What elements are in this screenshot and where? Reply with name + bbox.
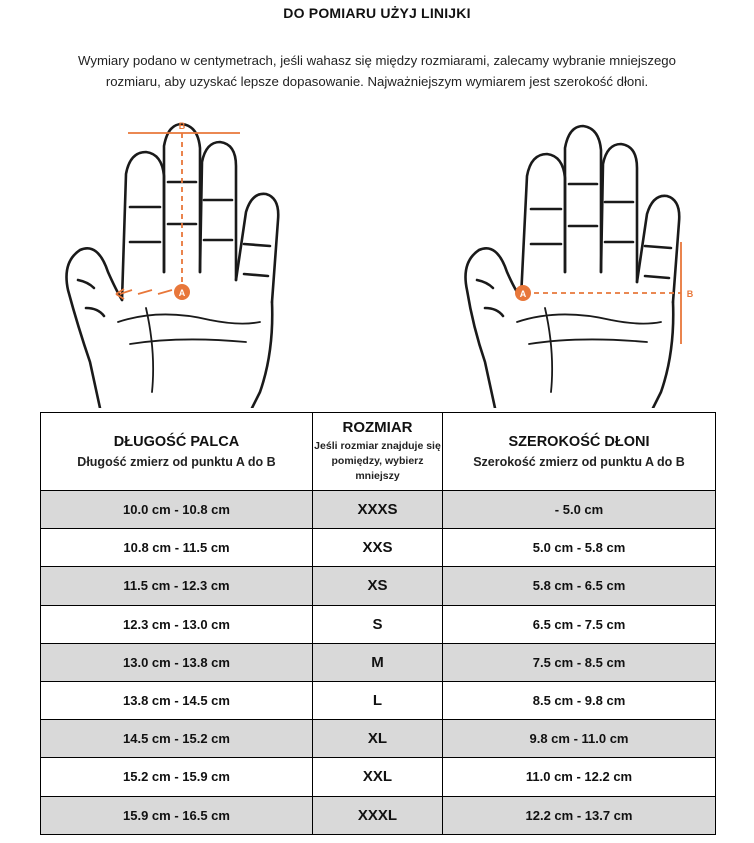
intro-text xyxy=(30,50,724,92)
finger-length-subtitle: Długość zmierz od punktu A do B xyxy=(77,455,276,469)
table-row xyxy=(41,720,716,758)
size-cell: XS xyxy=(313,567,443,605)
table-row xyxy=(41,681,716,719)
size-title: ROZMIAR xyxy=(342,419,413,436)
hand-outline-left-icon xyxy=(60,112,300,408)
finger-length-header xyxy=(41,413,313,491)
finger-length-cell: 13.8 cm - 14.5 cm xyxy=(41,681,313,719)
size-header xyxy=(313,413,443,491)
finger-length-cell: 11.5 cm - 12.3 cm xyxy=(41,567,313,605)
palm-width-cell: 8.5 cm - 9.8 cm xyxy=(443,681,716,719)
size-cell: XXXS xyxy=(313,491,443,529)
table-row xyxy=(41,796,716,834)
point-b-label: B xyxy=(686,289,694,299)
palm-width-cell: 7.5 cm - 8.5 cm xyxy=(443,643,716,681)
size-subtitle: Jeśli rozmiar znajduje się pomiędzy, wybierz mniejszy xyxy=(314,440,441,482)
point-b-label: B xyxy=(178,121,186,131)
size-cell: XXXL xyxy=(313,796,443,834)
palm-width-cell: 6.5 cm - 7.5 cm xyxy=(443,605,716,643)
size-cell: XL xyxy=(313,720,443,758)
finger-length-cell: 10.0 cm - 10.8 cm xyxy=(41,491,313,529)
size-cell: XXS xyxy=(313,529,443,567)
finger-length-cell: 13.0 cm - 13.8 cm xyxy=(41,643,313,681)
size-cell: M xyxy=(313,643,443,681)
table-row xyxy=(41,643,716,681)
finger-length-illustration xyxy=(60,112,300,408)
palm-width-cell: 5.0 cm - 5.8 cm xyxy=(443,529,716,567)
intro-line-2: rozmiaru, aby uzyskać lepsze dopasowanie. Najważniejszym wymiarem jest szerokość dłoni. xyxy=(105,74,649,89)
palm-width-cell: 5.8 cm - 6.5 cm xyxy=(443,567,716,605)
finger-length-title: DŁUGOŚĆ PALCA xyxy=(113,434,240,450)
size-cell: L xyxy=(313,681,443,719)
palm-width-illustration xyxy=(455,112,705,408)
palm-width-cell: 12.2 cm - 13.7 cm xyxy=(443,796,716,834)
intro-line-1: Wymiary podano w centymetrach, jeśli wahasz się między rozmiarami, zalecamy wybranie mniejszego xyxy=(78,53,676,68)
table-row xyxy=(41,605,716,643)
palm-width-header xyxy=(443,413,716,491)
point-a-label: A xyxy=(178,288,186,298)
table-row xyxy=(41,529,716,567)
page-title: DO POMIARU UŻYJ LINIJKI xyxy=(283,5,471,21)
finger-length-cell: 12.3 cm - 13.0 cm xyxy=(41,605,313,643)
palm-width-cell: 11.0 cm - 12.2 cm xyxy=(443,758,716,796)
finger-length-cell: 15.2 cm - 15.9 cm xyxy=(41,758,313,796)
hand-outline-right-icon xyxy=(455,112,705,408)
palm-width-cell: 9.8 cm - 11.0 cm xyxy=(443,720,716,758)
palm-width-cell: - 5.0 cm xyxy=(443,491,716,529)
size-cell: S xyxy=(313,605,443,643)
size-chart-table xyxy=(40,412,716,835)
table-row xyxy=(41,491,716,529)
finger-length-cell: 10.8 cm - 11.5 cm xyxy=(41,529,313,567)
table-header-row xyxy=(41,413,716,491)
point-a-label: A xyxy=(519,289,527,299)
table-row xyxy=(41,758,716,796)
palm-width-subtitle: Szerokość zmierz od punktu A do B xyxy=(473,455,685,469)
finger-length-cell: 15.9 cm - 16.5 cm xyxy=(41,796,313,834)
table-row xyxy=(41,567,716,605)
finger-length-cell: 14.5 cm - 15.2 cm xyxy=(41,720,313,758)
palm-width-title: SZEROKOŚĆ DŁONI xyxy=(508,434,650,450)
size-cell: XXL xyxy=(313,758,443,796)
